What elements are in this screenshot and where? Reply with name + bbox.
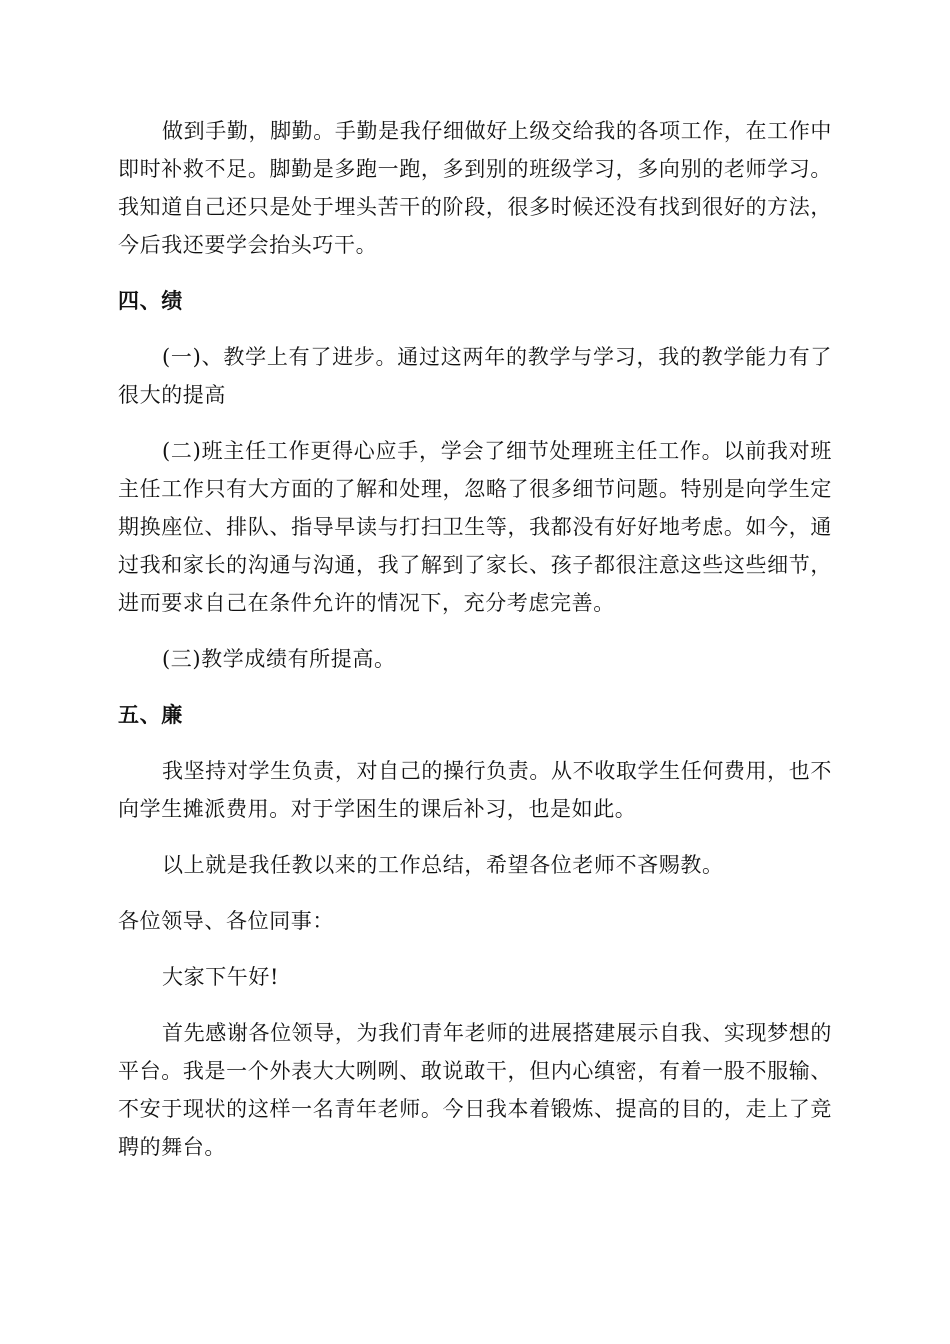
paragraph-class-teacher-work: (二)班主任工作更得心应手，学会了细节处理班主任工作。以前我对班主任工作只有大方面的了解和处理，忽略了很多细节问题。特别是向学生定期换座位、排队、指导早读与打扫卫生等，我都没有好好地考虑。如今，通过我和家长的沟通与沟通，我了解到了家长、孩子都很注意这些这些细节，进而要求自己在条件允许的情况下，充分考虑完善。 — [118, 439, 832, 615]
paragraph-teaching-results: (三)教学成绩有所提高。 — [162, 647, 396, 671]
paragraph-speech-intro: 首先感谢各位领导，为我们青年老师的进展搭建展示自我、实现梦想的平台。我是一个外表大大咧咧、敢说敢干，但内心缜密，有着一股不服输、不安于现状的这样一名青年老师。今日我本着锻炼、提高的目的，走上了竞聘的舞台。 — [118, 1021, 832, 1159]
paragraph-teaching-progress: (一)、教学上有了进步。通过这两年的教学与学习，我的教学能力有了很大的提高 — [118, 345, 832, 407]
paragraph-greeting: 大家下午好! — [162, 965, 280, 989]
paragraph-integrity: 我坚持对学生负责，对自己的操行负责。从不收取学生任何费用，也不向学生摊派费用。对于学困生的课后补习，也是如此。 — [118, 759, 832, 821]
paragraph-conclusion: 以上就是我任教以来的工作总结，希望各位老师不吝赐教。 — [162, 853, 724, 877]
heading-achievements: 四、绩 — [118, 288, 183, 313]
paragraph-salutation: 各位领导、各位同事： — [118, 909, 334, 933]
paragraph-diligence: 做到手勤，脚勤。手勤是我仔细做好上级交给我的各项工作，在工作中即时补救不足。脚勤是多跑一跑，多到别的班级学习，多向别的老师学习。我知道自己还只是处于埋头苦干的阶段，很多时候还没有找到很好的方法，今后我还要学会抬头巧干。 — [118, 119, 832, 257]
heading-integrity: 五、廉 — [118, 702, 183, 727]
